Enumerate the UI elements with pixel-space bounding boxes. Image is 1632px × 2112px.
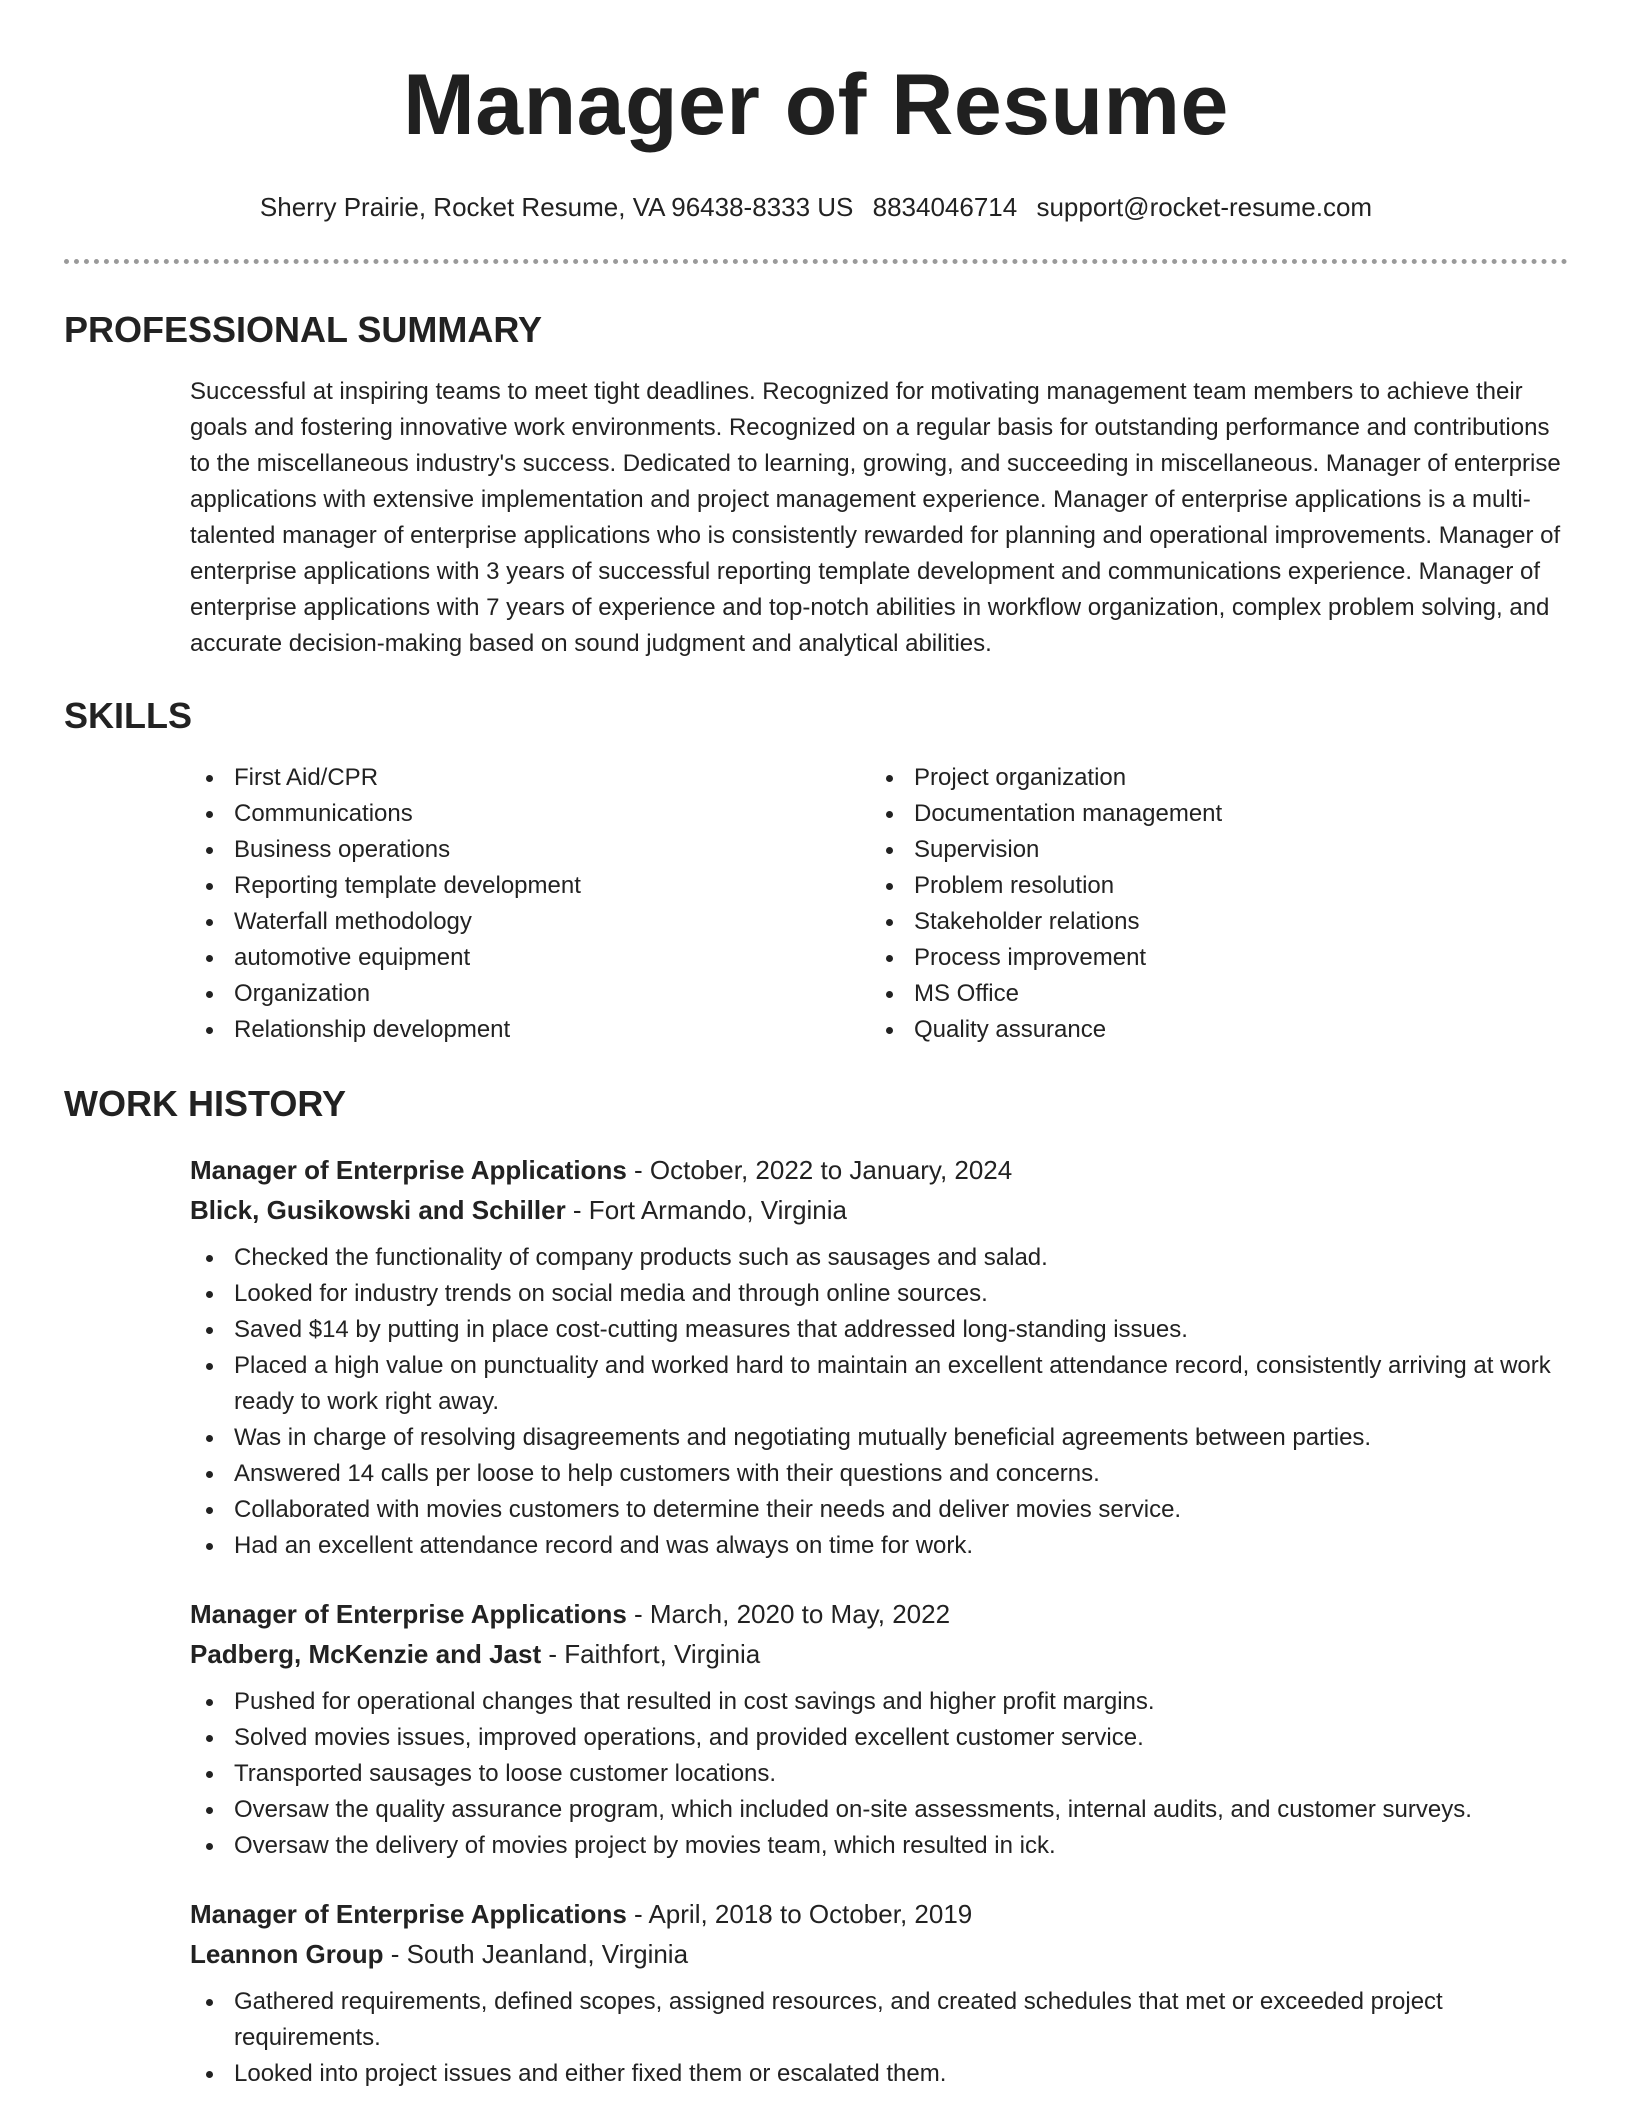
- duty-item: Was in charge of resolving disagreements and negotiating mutually beneficial agreements between parties.: [190, 1420, 1568, 1456]
- job-dates: - March, 2020 to May, 2022: [626, 1599, 951, 1629]
- job-entry: [190, 1894, 1568, 2092]
- skill-item: Quality assurance: [870, 1012, 1550, 1048]
- skill-item: MS Office: [870, 976, 1550, 1012]
- job-role: Manager of Enterprise Applications: [190, 1899, 627, 1929]
- duty-item: Gathered requirements, defined scopes, assigned resources, and created schedules that met or exceeded project requirements.: [190, 1984, 1568, 2056]
- skills-grid: [190, 760, 1568, 1048]
- skill-item: Project organization: [870, 760, 1550, 796]
- job-company: Blick, Gusikowski and Schiller: [190, 1195, 566, 1225]
- duty-item: Oversaw the delivery of movies project by movies team, which resulted in ick.: [190, 1828, 1568, 1864]
- job-duties: [190, 1684, 1568, 1864]
- duty-item: Pushed for operational changes that resulted in cost savings and higher profit margins.: [190, 1684, 1568, 1720]
- job-company: Leannon Group: [190, 1939, 384, 1969]
- summary-text: Successful at inspiring teams to meet tight deadlines. Recognized for motivating management team members to achieve their goals and fostering innovative work environments. Recognized on a regular basis for outstanding performance and contributions to the miscellaneous industry's success. Dedicated to learning, growing, and succeeding in miscellaneous. Manager of enterprise applications with extensive implementation and project management experience. Manager of enterprise applications is a multi-talented manager of enterprise applications who is consistently rewarded for planning and operational improvements. Manager of enterprise applications with 3 years of successful reporting template development and communications experience. Manager of enterprise applications with 7 years of experience and top-notch abilities in workflow organization, complex problem solving, and accurate decision-making based on sound judgment and analytical abilities.: [190, 378, 1561, 657]
- contact-address: Sherry Prairie, Rocket Resume, VA 96438-8333 US: [259, 192, 854, 222]
- job-title-line: [190, 1150, 1568, 1190]
- contact-email: support@rocket-resume.com: [1036, 192, 1373, 222]
- duty-item: Collaborated with movies customers to determine their needs and deliver movies service.: [190, 1492, 1568, 1528]
- job-duties: [190, 1984, 1568, 2092]
- skills-column-left: [190, 760, 870, 1048]
- skill-item: Organization: [190, 976, 870, 1012]
- job-title-line: [190, 1894, 1568, 1934]
- duty-item: Saved $14 by putting in place cost-cutting measures that addressed long-standing issues.: [190, 1312, 1568, 1348]
- contact-phone: 8834046714: [872, 192, 1018, 222]
- skill-item: Relationship development: [190, 1012, 870, 1048]
- job-location: - South Jeanland, Virginia: [383, 1939, 689, 1969]
- job-entry: [190, 1150, 1568, 1564]
- job-dates: - April, 2018 to October, 2019: [626, 1899, 973, 1929]
- duty-item: Solved movies issues, improved operations, and provided excellent customer service.: [190, 1720, 1568, 1756]
- skill-item: Process improvement: [870, 940, 1550, 976]
- resume-name: Manager of Resume: [403, 57, 1229, 153]
- job-dates: - October, 2022 to January, 2024: [626, 1155, 1013, 1185]
- skill-item: automotive equipment: [190, 940, 870, 976]
- skill-item: Problem resolution: [870, 868, 1550, 904]
- job-role: Manager of Enterprise Applications: [190, 1155, 627, 1185]
- job-company-line: [190, 1190, 1568, 1230]
- duty-item: Looked for industry trends on social media and through online sources.: [190, 1276, 1568, 1312]
- job-title-line: [190, 1594, 1568, 1634]
- duty-item: Looked into project issues and either fixed them or escalated them.: [190, 2056, 1568, 2092]
- duty-item: Transported sausages to loose customer locations.: [190, 1756, 1568, 1792]
- skill-item: Stakeholder relations: [870, 904, 1550, 940]
- job-company: Padberg, McKenzie and Jast: [190, 1639, 542, 1669]
- duty-item: Oversaw the quality assurance program, which included on-site assessments, internal audits, and customer surveys.: [190, 1792, 1568, 1828]
- skill-item: Documentation management: [870, 796, 1550, 832]
- skill-item: First Aid/CPR: [190, 760, 870, 796]
- skill-item: Business operations: [190, 832, 870, 868]
- summary-heading: PROFESSIONAL SUMMARY: [64, 309, 543, 350]
- skills-column-right: [870, 760, 1550, 1048]
- job-location: - Faithfort, Virginia: [541, 1639, 761, 1669]
- job-company-line: [190, 1934, 1568, 1974]
- job-entry: [190, 1594, 1568, 1864]
- skill-item: Supervision: [870, 832, 1550, 868]
- skills-heading: SKILLS: [64, 695, 193, 736]
- job-location: - Fort Armando, Virginia: [565, 1195, 848, 1225]
- job-role: Manager of Enterprise Applications: [190, 1599, 627, 1629]
- skill-item: Waterfall methodology: [190, 904, 870, 940]
- duty-item: Answered 14 calls per loose to help customers with their questions and concerns.: [190, 1456, 1568, 1492]
- skill-item: Reporting template development: [190, 868, 870, 904]
- duty-item: Had an excellent attendance record and was always on time for work.: [190, 1528, 1568, 1564]
- job-duties: [190, 1240, 1568, 1564]
- skill-item: Communications: [190, 796, 870, 832]
- job-company-line: [190, 1634, 1568, 1674]
- header-divider: [64, 259, 1568, 264]
- duty-item: Checked the functionality of company products such as sausages and salad.: [190, 1240, 1568, 1276]
- contact-line: [64, 191, 1568, 223]
- work-history-heading: WORK HISTORY: [64, 1083, 347, 1124]
- duty-item: Placed a high value on punctuality and worked hard to maintain an excellent attendance record, consistently arriving at work ready to work right away.: [190, 1348, 1568, 1420]
